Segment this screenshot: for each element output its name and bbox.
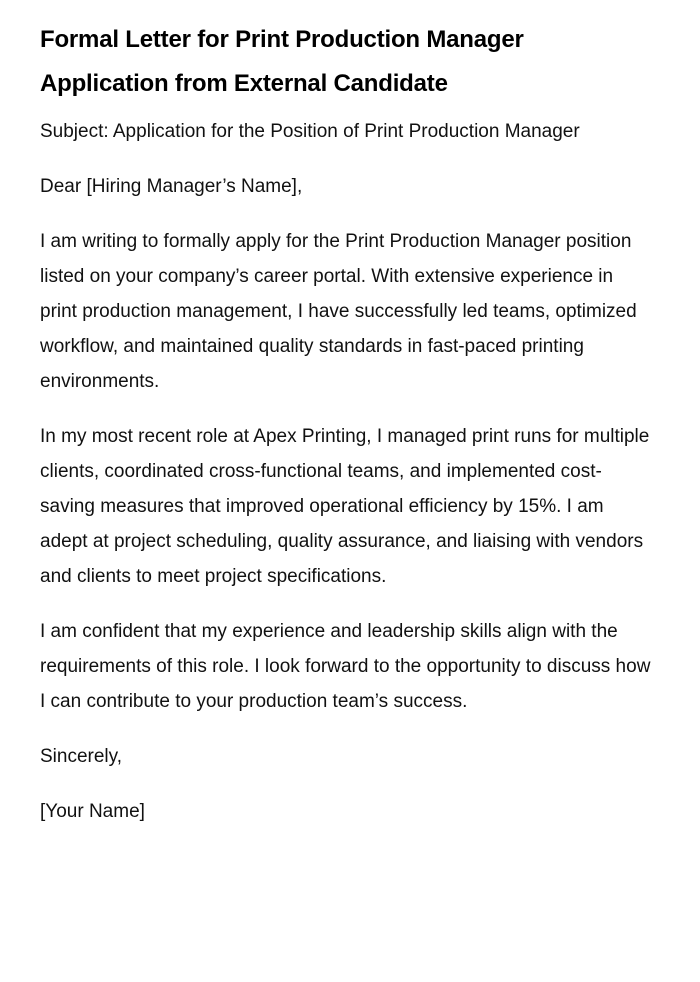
letter-signature: [Your Name]: [40, 801, 145, 822]
letter-subject: Subject: Application for the Position of Print Production Manager: [40, 121, 580, 142]
letter-paragraph-intro: I am writing to formally apply for the Print Production Manager position listed on your company’s career portal. With extensive experience in print production management, I have successfully led teams, optimized workflow, and maintained quality standards in fast-paced printing environments.: [40, 231, 637, 392]
formal-letter: [40, 18, 652, 849]
letter-paragraph-experience: In my most recent role at Apex Printing, I managed print runs for multiple clients, coordinated cross-functional teams, and implemented cost-saving measures that improved operational efficiency by 15%. I am adept at project scheduling, quality assurance, and liaising with vendors and clients to meet project specifications.: [40, 426, 650, 587]
letter-paragraph-closing-remarks: I am confident that my experience and leadership skills align with the requirements of this role. I look forward to the opportunity to discuss how I can contribute to your production team’s success.: [40, 621, 651, 712]
letter-closing: Sincerely,: [40, 746, 123, 767]
letter-title: Formal Letter for Print Production Manager Application from External Candidate: [40, 26, 524, 97]
letter-salutation: Dear [Hiring Manager’s Name],: [40, 176, 303, 197]
